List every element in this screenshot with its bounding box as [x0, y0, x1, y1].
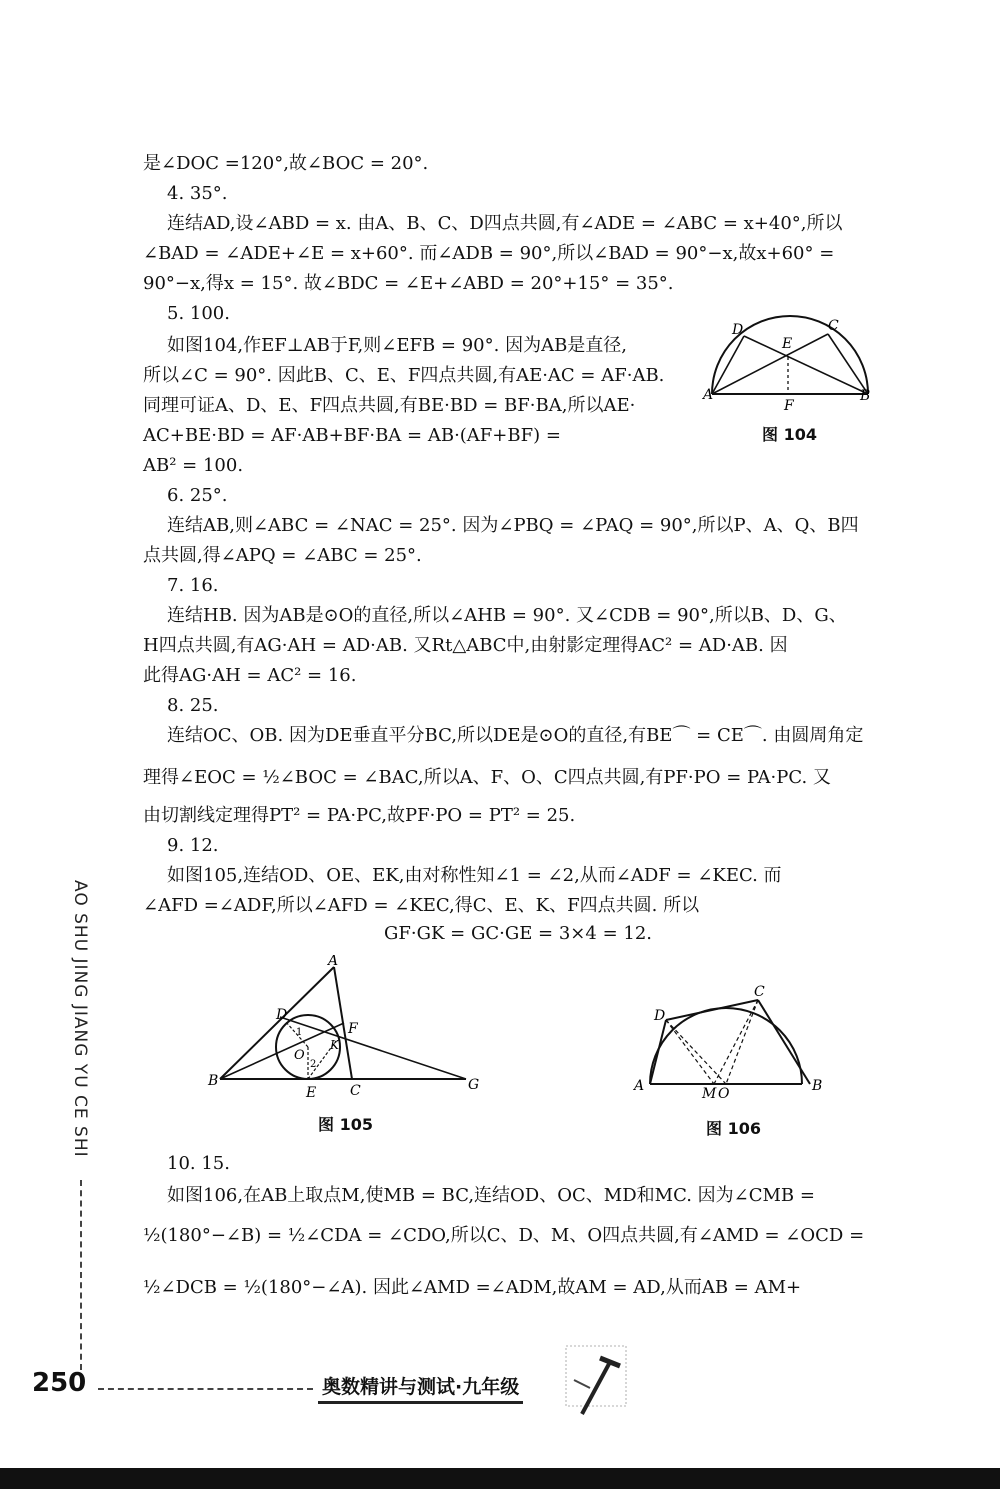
compass-logo-icon — [560, 1340, 640, 1424]
text-line: ∠BAD = ∠ADE+∠E = x+60°. 而∠ADB = 90°,所以∠BAD = 90°−x,故x+60° = — [143, 243, 835, 264]
bottom-scan-edge — [0, 1468, 1000, 1489]
label-F: F — [784, 398, 794, 412]
text-line: 连结AD,设∠ABD = x. 由A、B、C、D四点共圆,有∠ADE = ∠ABC = x+40°,所以 — [167, 213, 843, 234]
text-line: 由切割线定理得PT² = PA·PC,故PF·PO = PT² = 25. — [143, 805, 576, 826]
text-line: ½(180°−∠B) = ½∠CDA = ∠CDO,所以C、D、M、O四点共圆,有∠AMD = ∠OCD = — [143, 1225, 865, 1246]
label-F: F — [348, 1021, 358, 1037]
answer-7: 7. 16. — [167, 575, 219, 596]
figure-106 — [628, 982, 828, 1102]
label-E: E — [782, 336, 793, 352]
text-line: 90°−x,得x = 15°. 故∠BDC = ∠E+∠ABD = 20°+15° = 35°. — [143, 273, 674, 294]
label-2: 2 — [310, 1059, 317, 1070]
book-title: 奥数精讲与测试·九年级 — [318, 1372, 523, 1404]
text-line: 如图104,作EF⊥AB于F,则∠EFB = 90°. 因为AB是直径, — [167, 335, 628, 356]
figure-105-caption: 图 105 — [318, 1115, 373, 1134]
footer-dash-line — [98, 1388, 313, 1390]
label-K: K — [330, 1038, 339, 1052]
label-A: A — [328, 955, 339, 969]
text-line: AB² = 100. — [143, 455, 244, 476]
side-running-title: AO SHU JING JIANG YU CE SHI — [70, 880, 90, 1158]
page-number: 250 — [32, 1368, 87, 1398]
text-line: 此得AG·AH = AC² = 16. — [143, 665, 357, 686]
label-O: O — [718, 1086, 730, 1102]
label-E: E — [306, 1085, 317, 1101]
label-B: B — [812, 1078, 823, 1094]
label-O: O — [294, 1048, 305, 1063]
answer-9: 9. 12. — [167, 835, 219, 856]
figure-106-caption: 图 106 — [706, 1119, 761, 1138]
label-D: D — [732, 322, 744, 338]
figure-105 — [200, 955, 500, 1105]
label-C: C — [828, 318, 839, 334]
side-dash-line — [80, 1180, 82, 1370]
label-1: 1 — [296, 1027, 303, 1038]
label-D: D — [276, 1007, 288, 1023]
text-line: 理得∠EOC = ½∠BOC = ∠BAC,所以A、F、O、C四点共圆,有PF·PO = PA·PC. 又 — [143, 767, 831, 788]
label-M: M — [702, 1086, 717, 1102]
figure-104 — [700, 312, 880, 412]
label-A: A — [703, 387, 714, 403]
text-line: 同理可证A、D、E、F四点共圆,有BE·BD = BF·BA,所以AE· — [143, 395, 636, 416]
figure-104-caption: 图 104 — [762, 425, 817, 444]
label-C: C — [350, 1083, 361, 1099]
answer-10: 10. 15. — [167, 1153, 230, 1174]
text-line: 连结AB,则∠ABC = ∠NAC = 25°. 因为∠PBQ = ∠PAQ = 90°,所以P、A、Q、B四 — [167, 515, 859, 536]
label-A: A — [634, 1078, 645, 1094]
label-G: G — [468, 1077, 480, 1093]
text-line: ½∠DCB = ½(180°−∠A). 因此∠AMD =∠ADM,故AM = AD,从而AB = AM+ — [143, 1277, 802, 1298]
text-line: H四点共圆,有AG·AH = AD·AB. 又Rt△ABC中,由射影定理得AC² = AD·AB. 因 — [143, 635, 788, 656]
text-line: ∠AFD =∠ADF,所以∠AFD = ∠KEC,得C、E、K、F四点共圆. 所以 — [143, 895, 700, 916]
text-line: 所以∠C = 90°. 因此B、C、E、F四点共圆,有AE·AC = AF·AB. — [143, 365, 665, 386]
label-C: C — [754, 984, 765, 1000]
answer-6: 6. 25°. — [167, 485, 228, 506]
text-line: 如图105,连结OD、OE、EK,由对称性知∠1 = ∠2,从而∠ADF = ∠KEC. 而 — [167, 865, 782, 886]
answer-4: 4. 35°. — [167, 183, 228, 204]
text-line: 是∠DOC =120°,故∠BOC = 20°. — [143, 153, 429, 174]
text-line: 连结HB. 因为AB是⊙O的直径,所以∠AHB = 90°. 又∠CDB = 90°,所以B、D、G、 — [167, 605, 847, 626]
text-line: 点共圆,得∠APQ = ∠ABC = 25°. — [143, 545, 422, 566]
text-line: AC+BE·BD = AF·AB+BF·BA = AB·(AF+BF) = — [143, 425, 561, 446]
text-line: 连结OC、OB. 因为DE垂直平分BC,所以DE是⊙O的直径,有BE⌒ = CE⌒. 由圆周角定 — [167, 725, 864, 746]
answer-5: 5. 100. — [167, 303, 230, 324]
label-B: B — [860, 388, 871, 404]
label-B: B — [208, 1073, 219, 1089]
equation-line: GF·GK = GC·GE = 3×4 = 12. — [384, 923, 652, 944]
label-D: D — [654, 1008, 666, 1024]
answer-8: 8. 25. — [167, 695, 219, 716]
text-line: 如图106,在AB上取点M,使MB = BC,连结OD、OC、MD和MC. 因为∠CMB = — [167, 1185, 815, 1206]
